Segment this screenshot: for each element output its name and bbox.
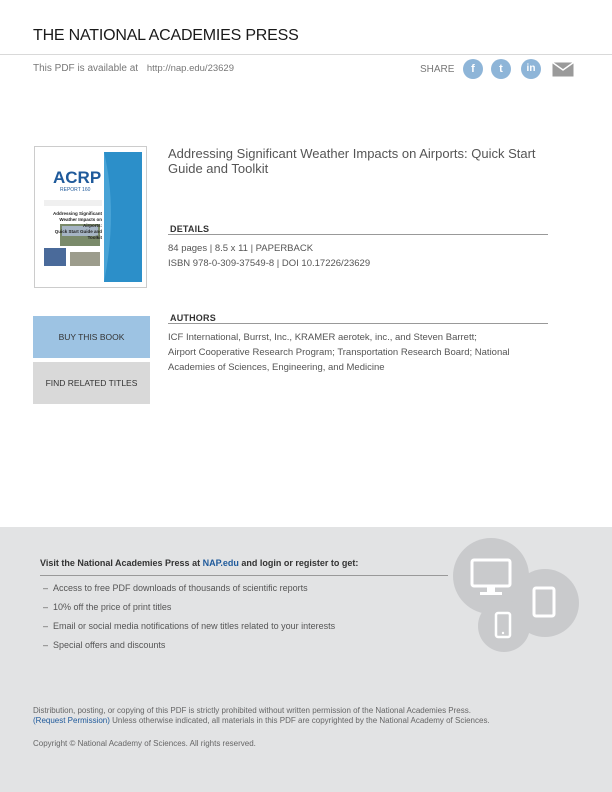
cover-title-line: Weather Impacts on Airports: — [59, 217, 102, 228]
book-title: Addressing Significant Weather Impacts on Airports: Quick Start Guide and Toolkit — [168, 146, 536, 176]
cover-title-line: Addressing Significant — [52, 211, 102, 216]
copyright: Copyright © National Academy of Sciences. All rights reserved. — [33, 739, 256, 748]
cover-title-line: Quick Start Guide and Toolkit — [54, 229, 102, 240]
details-isbn: ISBN 978-0-309-37549-8 | DOI 10.17226/23629 — [168, 258, 371, 269]
legal-notice-rest: Unless otherwise indicated, all materials in this PDF are copyrighted by the National Academy of Sciences. — [109, 716, 490, 725]
details-divider — [168, 234, 548, 235]
details-pages: 84 pages | 8.5 x 11 | PAPERBACK — [168, 243, 314, 254]
details-heading: DETAILS — [170, 224, 210, 234]
benefit-item: – Access to free PDF downloads of thousands of scientific reports — [43, 583, 308, 593]
email-icon[interactable] — [552, 62, 574, 77]
availability-line — [33, 63, 234, 74]
find-related-titles-button[interactable]: FIND RELATED TITLES — [33, 362, 150, 404]
authors-line: ICF International, Burrst, Inc., KRAMER aerotek, inc., and Steven Barrett; — [168, 332, 477, 343]
legal-notice: Distribution, posting, or copying of this PDF is strictly prohibited without written permission of the National Academies Press. — [33, 706, 471, 715]
legal-notice-2 — [33, 716, 490, 725]
header-divider — [0, 54, 612, 55]
benefit-item: – 10% off the price of print titles — [43, 602, 172, 612]
visit-suffix: and login or register to get: — [238, 558, 359, 568]
benefit-text: Email or social media notifications of new titles related to your interests — [53, 621, 336, 631]
book-url-link[interactable]: http://nap.edu/23629 — [146, 63, 234, 74]
authors-divider — [168, 323, 548, 324]
visit-nap-line — [40, 558, 358, 568]
availability-prefix: This PDF is available at — [33, 63, 139, 74]
authors-line: Academies of Sciences, Engineering, and Medicine — [168, 362, 385, 373]
linkedin-icon[interactable]: in — [521, 59, 541, 79]
facebook-icon[interactable]: f — [463, 59, 483, 79]
footer-divider — [40, 575, 448, 576]
benefit-item: – Special offers and discounts — [43, 640, 166, 650]
twitter-icon[interactable]: t — [491, 59, 511, 79]
request-permission-link[interactable]: (Request Permission) — [33, 716, 110, 725]
devices-icon — [450, 538, 580, 653]
authors-line: Airport Cooperative Research Program; Transportation Research Board; National — [168, 347, 510, 358]
buy-this-book-button[interactable]: BUY THIS BOOK — [33, 316, 150, 358]
nap-link[interactable]: NAP.edu — [202, 558, 239, 568]
publisher-brand: THE NATIONAL ACADEMIES PRESS — [33, 27, 299, 44]
share-label: SHARE — [420, 64, 455, 75]
authors-heading: AUTHORS — [170, 313, 216, 323]
visit-prefix: Visit the National Academies Press at — [40, 558, 203, 568]
cover-title — [44, 211, 102, 241]
benefit-item: – Email or social media notifications of new titles related to your interests — [43, 621, 336, 631]
cover-report-label: REPORT 160 — [60, 187, 91, 193]
benefit-text: Special offers and discounts — [53, 640, 166, 650]
benefit-text: 10% off the price of print titles — [53, 602, 172, 612]
cover-series-logo: ACRP — [53, 168, 102, 187]
benefit-text: Access to free PDF downloads of thousands of scientific reports — [53, 583, 308, 593]
